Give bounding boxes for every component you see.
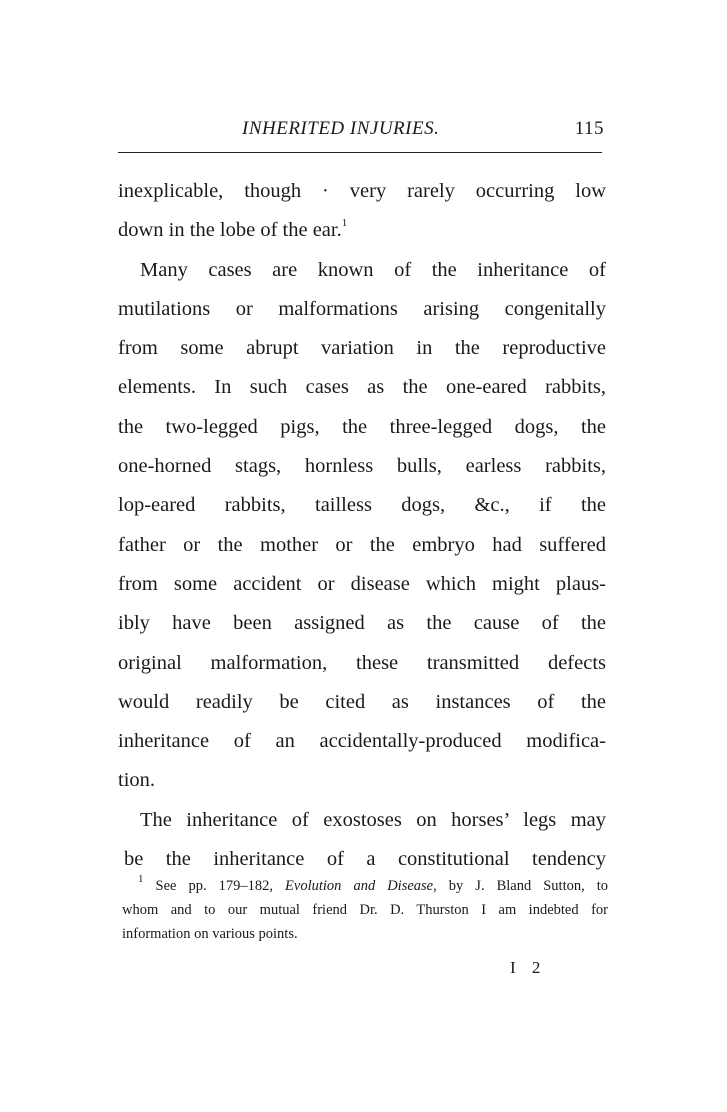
text-line: from some abrupt variation in the reproductive: [118, 337, 606, 360]
text-line: be the inheritance of a constitutional tendency: [124, 848, 606, 871]
text-line: inheritance of an accidentally-produced modifica-: [118, 730, 606, 753]
footnote-reference: 1: [341, 217, 348, 230]
text-line: ibly have been assigned as the cause of the: [118, 612, 606, 635]
running-title: INHERITED INJURIES.: [242, 118, 440, 139]
signature-mark: I 2: [510, 958, 547, 977]
text-line: Many cases are known of the inheritance of: [140, 258, 606, 281]
text-line: father or the mother or the embryo had suffered: [118, 533, 606, 556]
text-line: inexplicable, though · very rarely occurring low: [118, 180, 606, 202]
footnote-suffix: by J. Bland Sutton, to: [448, 878, 609, 894]
page-number: 115: [574, 118, 604, 139]
running-head: [118, 110, 606, 140]
text-line: the two-legged pigs, the three-legged dogs, the: [118, 415, 606, 438]
footnote-marker: 1: [138, 873, 144, 886]
footnote-line: information on various points.: [122, 926, 298, 942]
text-line: elements. In such cases as the one-eared rabbits,: [118, 376, 606, 399]
footnote-line: [122, 874, 608, 898]
body-text: [118, 172, 606, 879]
text-line: lop-eared rabbits, tailless dogs, &c., if the: [118, 494, 606, 517]
text-line: tion.: [118, 769, 156, 792]
header-rule: [118, 152, 602, 153]
footnote-cited-title: Evolution and Disease,: [285, 878, 437, 894]
footnote-line: whom and to our mutual friend Dr. D. Thurston I am indebted for: [122, 902, 608, 918]
footnote: [122, 874, 608, 946]
text-line: original malformation, these transmitted defects: [118, 651, 606, 674]
text-line: The inheritance of exostoses on horses’ legs may: [140, 808, 606, 831]
text-line-content: down in the lobe of the ear.: [118, 219, 342, 242]
text-line: would readily be cited as instances of the: [118, 690, 606, 713]
text-line: from some accident or disease which might plaus-: [118, 572, 606, 595]
book-page: [118, 110, 609, 977]
text-line: one-horned stags, hornless bulls, earless rabbits,: [118, 455, 606, 478]
footnote-prefix: See pp. 179–182,: [155, 878, 274, 894]
text-line: [118, 211, 606, 250]
text-line: mutilations or malformations arising congenitally: [118, 297, 606, 320]
